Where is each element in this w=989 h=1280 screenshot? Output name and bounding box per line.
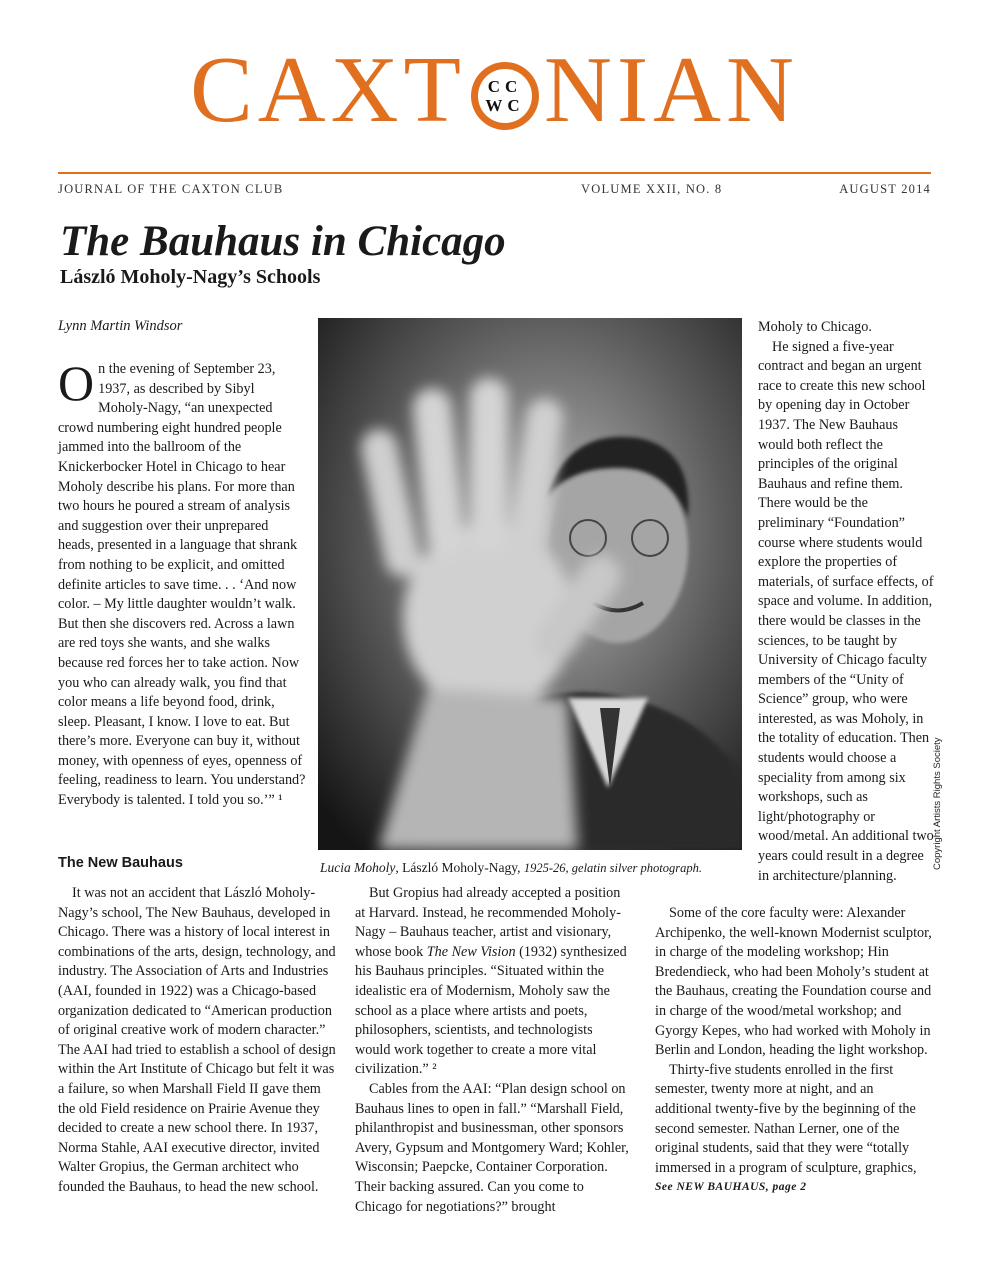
svg-text:WC: WC [485, 96, 525, 115]
paragraph-five-year-contract: He signed a five-year contract and began an urgent race to create this new school by opening day in October 1937. The New Bauhaus would both reflect the principles of the original Bauhaus and refine them. There would be the preliminary “Foundation” course where students would explore the properties of materials, of surface effects, of space and volume. In addition, there would be classes in the sciences, to be taught by University of Chicago faculty members of the “Unity of Science” group, who were interested, as was Moholy, in the totality of education. Then students would choose a speciality from among six workshops, such as light/photography or wood/metal. An additional two years could result in a degree in architecture/planning. [758, 338, 934, 884]
column-2 [355, 884, 631, 1217]
journal-name: JOURNAL OF THE CAXTON CLUB [58, 182, 284, 196]
masthead [0, 38, 989, 142]
info-bar [58, 182, 931, 200]
continued-link[interactable]: See NEW BAUHAUS, page 2 [655, 1181, 807, 1194]
column-1-upper [58, 355, 306, 811]
paragraph-moholy-to-chicago: Moholy to Chicago. [758, 319, 872, 335]
paragraph-new-bauhaus: It was not an accident that László Moholy-Nagy’s school, The New Bauhaus, developed in Chicago. There was a history of local interest in combinations of the arts, design, technology, and industry. The Association of Arts and Industries (AAI, founded in 1922) was a Chicago-based organization dedicated to “American production of original creative work of modern character.” The AAI had tried to establish a school of design within the Art Institute of Chicago but felt it was a failure, so when Marshall Field II gave them the old Field residence on Prairie Avenue they decided to create a new school there. In 1937, Norma Stahle, AAI executive director, invited Walter Gropius, the German architect who founded the Bauhaus, to head the new school. [58, 885, 336, 1195]
drop-cap: O [58, 355, 95, 411]
portrait-photo [318, 318, 742, 850]
volume-number: VOLUME XXII, NO. 8 [581, 182, 723, 196]
article-author: Lynn Martin Windsor [58, 318, 183, 334]
masthead-left: CAXT [190, 38, 466, 142]
masthead-rule [58, 172, 931, 174]
masthead-right: NIAN [543, 38, 799, 142]
caption-details: 1925-26, gelatin silver photograph. [523, 861, 702, 875]
book-title: The New Vision [426, 943, 516, 960]
caption-photographer: Lucia Moholy [320, 860, 396, 875]
caption-subject: , László Moholy-Nagy, [395, 860, 524, 875]
photo-caption [320, 860, 740, 876]
article-title: The Bauhaus in Chicago [60, 218, 506, 265]
paragraph-gropius: But Gropius had already accepted a position at Harvard. Instead, he recommended Moholy-Nagy – Bauhaus teacher, artist and visionary, whose book The New Vision (1932) synthesized his Bauhaus principles. “Situated within the idealistic era of Modernism, Moholy saw the school as a place where artists and poets, philosophers, scientists, and technologists would work together to create a more vital civilization.” ² [355, 885, 627, 1078]
issue-date: AUGUST 2014 [839, 182, 931, 196]
intro-paragraph: n the evening of September 23, 1937, as described by Sibyl Moholy-Nagy, “an unexpected crowd numbering eight hundred people jammed into the ballroom of the Knickerbocker Hotel in Chicago to hear Moholy describe his plans. For more than two hours he poured a stream of analysis and suggestion over their unprepared heads, presented in a language that shrank from nothing to be explicit, and omitted definite articles to save time. . . ‘And now color. – My little daughter wouldn’t walk. But then she discovers red. Across a lawn are red toys she wants, and she walks because red forces her to take action. Now you who can already walk, you find that color means a life beyond food, drink, sleep. Pleasant, I know. I love to eat. But there’s more. Everyone can buy it, without money, with openness of eyes, openness of feeling, readiness to learn. You understand? Everybody is talented. I told you so.’” ¹ [58, 361, 306, 809]
column-3-lower [655, 904, 933, 1198]
paragraph-students-enrolled: Thirty-five students enrolled in the first semester, twenty more at night, and an additional twenty-five by the beginning of the second semester. Nathan Lerner, one of the original students, said that they were “totally immersed in a program of sculpture, graphics, [655, 1061, 917, 1176]
paragraph-cables: Cables from the AAI: “Plan design school on Bauhaus lines to open in fall.” “Marshall Field, philanthropist and businessman, other sponsors Avery, Gypsum and Montgomery Ward; Kohler, Wisconsin; Paepcke, Container Corporation. Their backing assured. Can you come to Chicago for negotiations?” brought [355, 1080, 629, 1215]
caxton-emblem-icon [468, 55, 542, 129]
photo-credit: Copyright Artists Rights Society [932, 737, 943, 870]
svg-text:CC: CC [487, 77, 523, 96]
section-heading: The New Bauhaus [58, 855, 183, 871]
article-subtitle: László Moholy-Nagy’s Schools [60, 266, 321, 288]
paragraph-core-faculty: Some of the core faculty were: Alexander Archipenko, the well-known Modernist sculptor, in charge of the modeling workshop; Hin Bredendieck, who had been Moholy’s student at the Bauhaus, creating the Foundation course and in charge of the wood/metal workshop; and Gyorgy Kepes, who had worked with Moholy in Berlin and London, heading the light workshop. [655, 905, 932, 1059]
column-3-upper [758, 318, 934, 886]
column-1-lower [58, 884, 336, 1198]
